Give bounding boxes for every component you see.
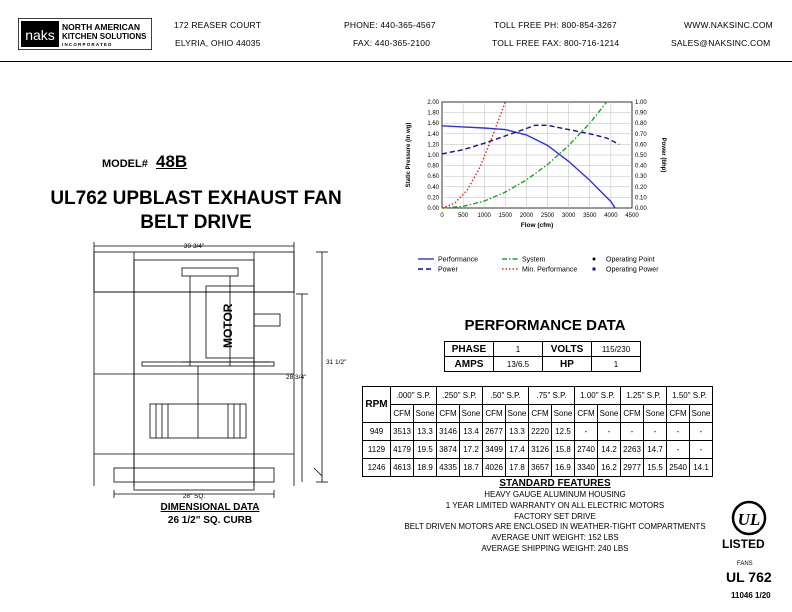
dim-top-width: 39 3/4": [183, 243, 205, 250]
hp-label: HP: [543, 357, 592, 372]
y-tick-label: 1.80: [427, 110, 439, 117]
sp-header: 1.25" S.P.: [621, 387, 667, 405]
listed-label: LISTED: [722, 537, 765, 551]
cfm-header: CFM: [391, 405, 414, 423]
y2-tick-label: 0.20: [635, 184, 647, 191]
toll-free-phone: TOLL FREE PH: 800-854-3267: [494, 20, 617, 30]
legend-item: [418, 257, 478, 264]
y2-tick-label: 1.00: [635, 100, 647, 106]
table-cell: 14.1: [690, 459, 713, 477]
table-cell: 4026: [483, 459, 506, 477]
cfm-header: CFM: [667, 405, 690, 423]
table-cell: 12.5: [552, 423, 575, 441]
amps-label: AMPS: [445, 357, 494, 372]
sone-header: Sone: [598, 405, 621, 423]
phase-label: PHASE: [445, 342, 494, 357]
sone-header: Sone: [552, 405, 575, 423]
y-tick-label: 2.00: [427, 100, 439, 106]
feature-item: 1 YEAR LIMITED WARRANTY ON ALL ELECTRIC MOTORS: [445, 501, 665, 510]
table-cell: 3499: [483, 441, 506, 459]
table-cell: -: [575, 423, 598, 441]
header-divider: [0, 61, 792, 62]
y-tick-label: 0.20: [427, 195, 439, 202]
address-line1: 172 REASER COURT: [174, 20, 262, 30]
y-tick-label: 1.60: [427, 121, 439, 128]
sone-header: Sone: [644, 405, 667, 423]
x-tick-label: 4500: [625, 213, 639, 219]
feature-item: FACTORY SET DRIVE: [514, 512, 596, 521]
feature-item: BELT DRIVEN MOTORS ARE ENCLOSED IN WEATHER-TIGHT COMPARTMENTS: [404, 522, 706, 531]
volts-label: VOLTS: [543, 342, 592, 357]
performance-data-title: PERFORMANCE DATA: [464, 317, 626, 334]
legend-label: System: [522, 256, 546, 264]
table-cell: 18.9: [414, 459, 437, 477]
sp-header: 1.00" S.P.: [575, 387, 621, 405]
sp-header: .250" S.P.: [437, 387, 483, 405]
address-line2: ELYRIA, OHIO 44035: [175, 38, 261, 48]
x-tick-label: 2500: [540, 213, 555, 219]
category-label: FANS: [737, 561, 753, 567]
table-cell: 14.7: [644, 441, 667, 459]
chart-x-label: Flow (cfm): [520, 222, 554, 229]
table-cell: 3874: [437, 441, 460, 459]
table-cell: 3340: [575, 459, 598, 477]
company-logo: [18, 18, 152, 50]
table-cell: 13.3: [414, 423, 437, 441]
logo-line2: KITCHEN SOLUTIONS: [62, 32, 147, 41]
legend-swatch: [593, 258, 596, 261]
standard-features-title: STANDARD FEATURES: [499, 478, 611, 489]
cfm-header: CFM: [437, 405, 460, 423]
y-tick-label: 0.40: [427, 184, 439, 191]
motor-label: MOTOR: [221, 303, 235, 348]
legend-item: [593, 267, 660, 274]
table-cell: 2540: [667, 459, 690, 477]
table-cell: 19.5: [414, 441, 437, 459]
legend-swatch: [593, 268, 596, 271]
table-cell: 15.5: [644, 459, 667, 477]
table-cell: -: [644, 423, 667, 441]
x-tick-label: 3000: [561, 213, 576, 219]
x-tick-label: 3500: [583, 213, 597, 219]
y2-tick-label: 0.00: [635, 206, 647, 212]
website-link[interactable]: WWW.NAKSINC.COM: [684, 20, 773, 30]
table-cell: 2740: [575, 441, 598, 459]
product-title: UL762 UPBLAST EXHAUST FAN: [50, 188, 342, 209]
legend-item: [502, 257, 546, 264]
x-tick-label: 0: [440, 213, 444, 219]
y2-tick-label: 0.50: [635, 153, 647, 159]
sp-header: .000" S.P.: [391, 387, 437, 405]
table-cell: 4613: [391, 459, 414, 477]
y2-tick-label: 0.60: [635, 142, 647, 149]
y2-tick-label: 0.10: [635, 195, 647, 202]
legend-item: [502, 267, 577, 274]
phase-value: 1: [494, 342, 543, 357]
product-subtitle: BELT DRIVE: [140, 212, 252, 233]
hp-value: 1: [592, 357, 641, 372]
dim-overall-height: 31 1/2": [326, 359, 347, 366]
table-cell: -: [667, 423, 690, 441]
table-cell: 3513: [391, 423, 414, 441]
table-cell: 15.8: [552, 441, 575, 459]
y-tick-label: 1.00: [427, 153, 439, 159]
rpm-value: 1246: [363, 459, 391, 477]
table-cell: 17.8: [506, 459, 529, 477]
table-cell: 2977: [621, 459, 644, 477]
model-number: 48B: [156, 152, 188, 171]
table-row: [363, 423, 713, 441]
logo-mark: naks: [25, 27, 55, 43]
table-cell: 17.2: [460, 441, 483, 459]
y-tick-label: 1.20: [427, 142, 439, 149]
ul-listed-mark: [731, 500, 767, 536]
x-tick-label: 1000: [477, 213, 491, 219]
table-cell: 2220: [529, 423, 552, 441]
document-number: 11046 1/20: [731, 591, 771, 600]
dimensional-drawing: [70, 236, 360, 504]
chart-y2-label: Power (bhp): [660, 137, 666, 173]
dim-inner-height: 28 3/4": [286, 374, 307, 381]
legend-item: [418, 267, 459, 274]
table-cell: 17.4: [506, 441, 529, 459]
sone-header: Sone: [506, 405, 529, 423]
phone: PHONE: 440-365-4567: [344, 20, 436, 30]
cfm-header: CFM: [483, 405, 506, 423]
table-cell: 14.2: [598, 441, 621, 459]
table-cell: -: [690, 423, 713, 441]
table-cell: 3657: [529, 459, 552, 477]
y2-tick-label: 0.70: [635, 131, 647, 138]
logo-graphic: [18, 18, 152, 50]
curb-size: 26 1/2" SQ. CURB: [167, 515, 253, 526]
feature-item: AVERAGE UNIT WEIGHT: 152 LBS: [491, 533, 619, 542]
table-cell: -: [621, 423, 644, 441]
x-tick-label: 500: [458, 213, 469, 219]
x-tick-label: 1500: [498, 213, 513, 219]
chart-y-label: Static Pressure (in wg): [406, 122, 412, 188]
table-cell: 13.4: [460, 423, 483, 441]
toll-free-fax: TOLL FREE FAX: 800-716-1214: [492, 38, 620, 48]
y2-tick-label: 0.90: [635, 110, 647, 117]
table-row: [363, 441, 713, 459]
table-cell: 4335: [437, 459, 460, 477]
sp-header: .75" S.P.: [529, 387, 575, 405]
table-cell: 2263: [621, 441, 644, 459]
rpm-value: 949: [363, 423, 391, 441]
table-cell: 2677: [483, 423, 506, 441]
electrical-table: [444, 341, 641, 372]
legend-label: Operating Point: [606, 256, 655, 264]
logo-line1: NORTH AMERICAN: [62, 22, 141, 32]
sp-header: 1.50" S.P.: [667, 387, 713, 405]
table-cell: 4179: [391, 441, 414, 459]
cfm-header: CFM: [575, 405, 598, 423]
model-label: MODEL#: [102, 158, 148, 170]
cfm-header: CFM: [529, 405, 552, 423]
y-tick-label: 0.60: [427, 174, 439, 181]
legend-label: Power: [438, 266, 458, 274]
dim-curb-width: 28" SQ.: [182, 493, 206, 500]
table-cell: 13.3: [506, 423, 529, 441]
x-tick-label: 2000: [519, 213, 534, 219]
legend-label: Operating Power: [606, 266, 659, 274]
table-cell: -: [667, 441, 690, 459]
y2-tick-label: 0.40: [635, 163, 647, 170]
sp-header: .50" S.P.: [483, 387, 529, 405]
sone-header: Sone: [690, 405, 713, 423]
feature-item: AVERAGE SHIPPING WEIGHT: 240 LBS: [481, 544, 629, 553]
rpm-header: RPM: [363, 387, 391, 423]
logo-line3: INCORPORATED: [62, 42, 113, 47]
table-cell: 16.2: [598, 459, 621, 477]
standard-label: UL 762: [726, 569, 772, 585]
volts-value: 115/230: [592, 342, 641, 357]
table-cell: 3146: [437, 423, 460, 441]
sone-header: Sone: [414, 405, 437, 423]
sone-header: Sone: [460, 405, 483, 423]
chart-legend: [418, 254, 668, 276]
dimensional-data-title: DIMENSIONAL DATA: [160, 502, 260, 513]
y-tick-label: 0.80: [427, 163, 439, 170]
table-cell: 18.7: [460, 459, 483, 477]
email-link[interactable]: SALES@NAKSINC.COM: [671, 38, 771, 48]
table-cell: -: [690, 441, 713, 459]
performance-chart: [400, 92, 670, 252]
ul-mark-text: UL: [737, 510, 761, 529]
amps-value: 13/6.5: [494, 357, 543, 372]
feature-item: HEAVY GAUGE ALUMINUM HOUSING: [484, 490, 626, 499]
y-tick-label: 0.00: [427, 206, 439, 212]
y2-tick-label: 0.30: [635, 174, 647, 181]
legend-label: Min. Performance: [522, 266, 578, 274]
y-tick-label: 1.40: [427, 131, 439, 138]
fax: FAX: 440-365-2100: [353, 38, 431, 48]
table-cell: 16.9: [552, 459, 575, 477]
table-row: [363, 459, 713, 477]
table-cell: -: [598, 423, 621, 441]
x-tick-label: 4000: [604, 213, 618, 219]
legend-label: Performance: [438, 256, 479, 264]
fan-rating-table: [362, 386, 713, 477]
cfm-header: CFM: [621, 405, 644, 423]
y2-tick-label: 0.80: [635, 121, 647, 128]
rpm-value: 1129: [363, 441, 391, 459]
legend-item: [593, 257, 655, 264]
table-cell: 3126: [529, 441, 552, 459]
